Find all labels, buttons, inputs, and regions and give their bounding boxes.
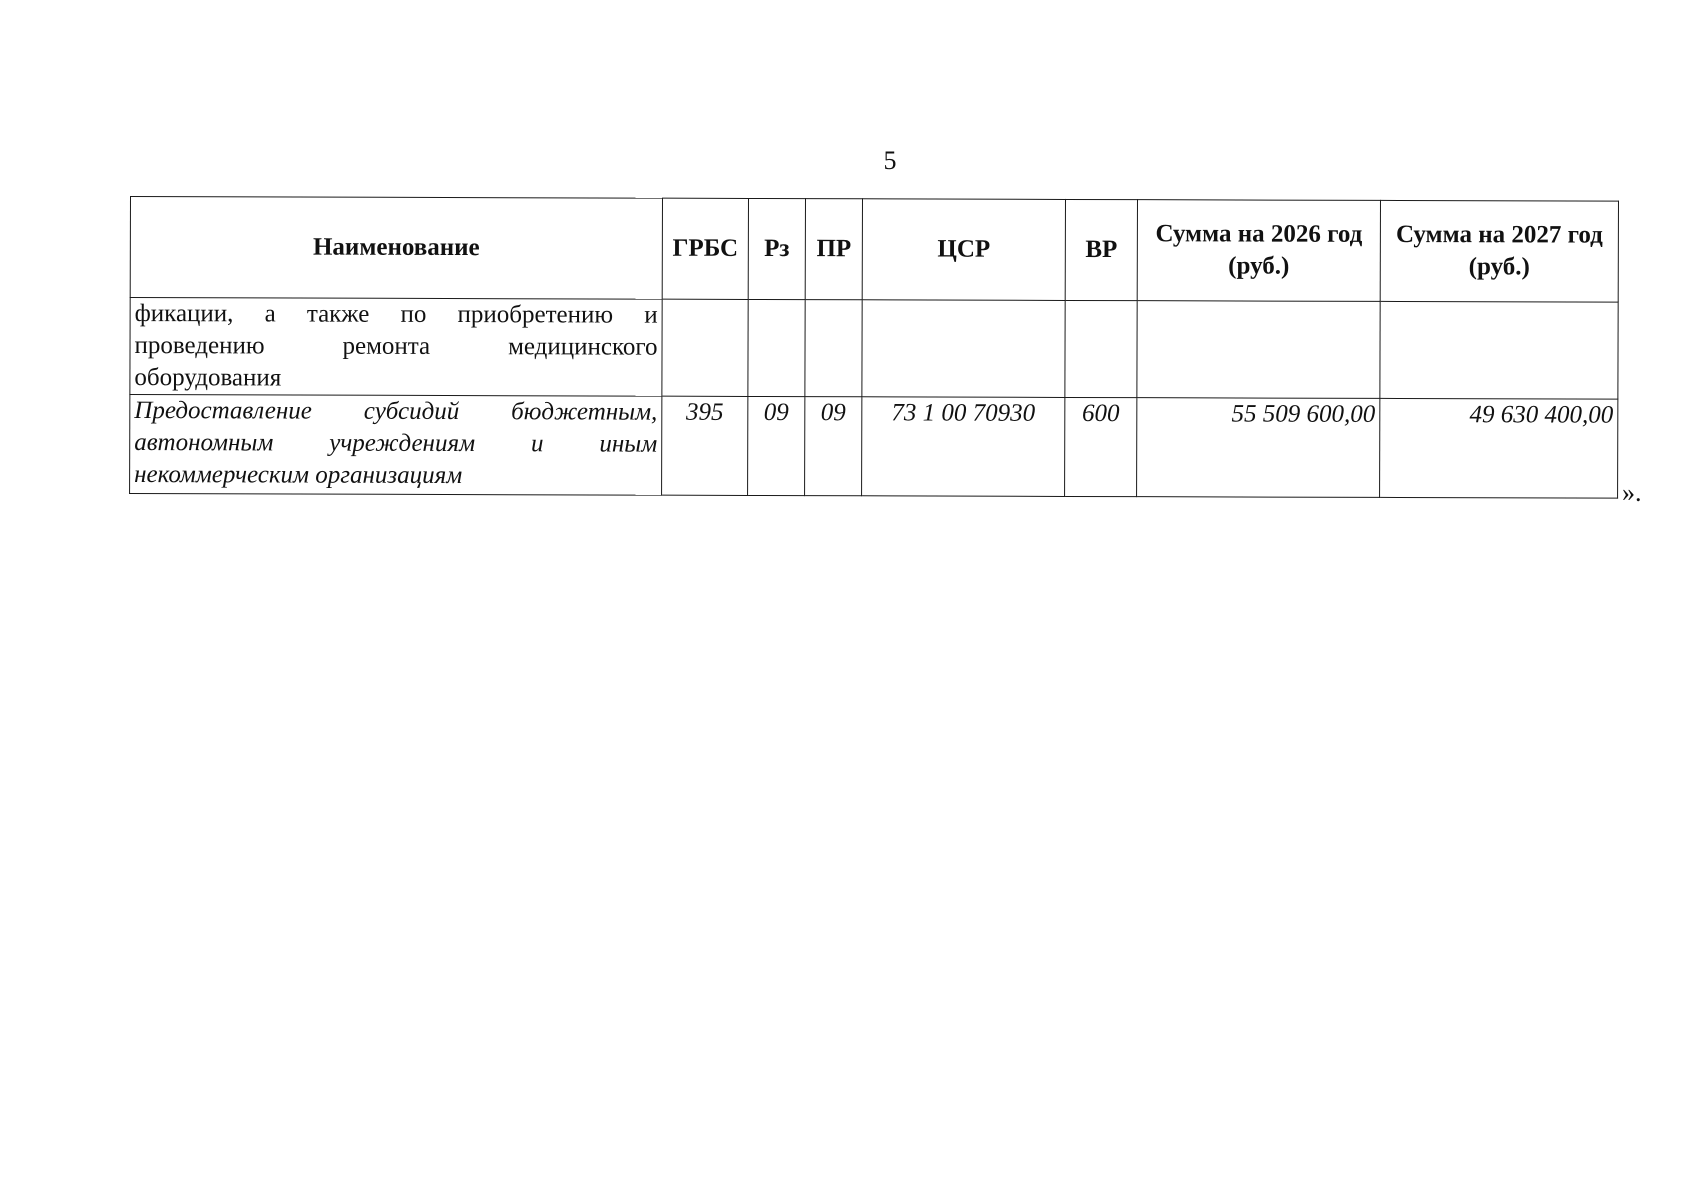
cell-name: фикации, а также по приобретению и проведению ремонта медицинского оборудования [130,298,662,397]
cell-grbs [662,299,748,396]
closing-quote-mark: ». [1622,478,1642,507]
cell-sum-2027 [1380,301,1618,399]
table-header-row [130,197,1618,303]
table-row [130,395,1618,499]
page-number: 5 [883,146,897,175]
cell-pr [805,300,862,397]
cell-pr: 09 [805,397,862,496]
cell-grbs: 395 [662,396,748,495]
cell-sum-2026 [1137,301,1380,399]
header-sum-2027: Сумма на 2027 год (руб.) [1380,200,1618,302]
header-sum-2026: Сумма на 2026 год (руб.) [1137,200,1380,302]
cell-vr [1065,300,1137,397]
budget-table [129,196,1619,499]
header-name: Наименование [130,197,662,300]
cell-csr: 73 1 00 70930 [862,397,1065,497]
header-csr: ЦСР [862,199,1065,301]
cell-rz: 09 [748,396,805,495]
cell-name: Предоставление субсидий бюджетным, автономным учреждениям и иным некоммерческим организациям [130,395,662,496]
header-pr: ПР [805,199,862,300]
header-grbs: ГРБС [662,198,748,299]
cell-csr [862,300,1065,398]
header-rz: Рз [748,198,805,299]
header-vr: ВР [1065,199,1137,300]
cell-sum-2027: 49 630 400,00 [1380,398,1618,498]
cell-vr: 600 [1065,397,1137,496]
cell-sum-2026: 55 509 600,00 [1137,398,1380,498]
table-row [130,298,1618,400]
cell-rz [748,299,805,396]
